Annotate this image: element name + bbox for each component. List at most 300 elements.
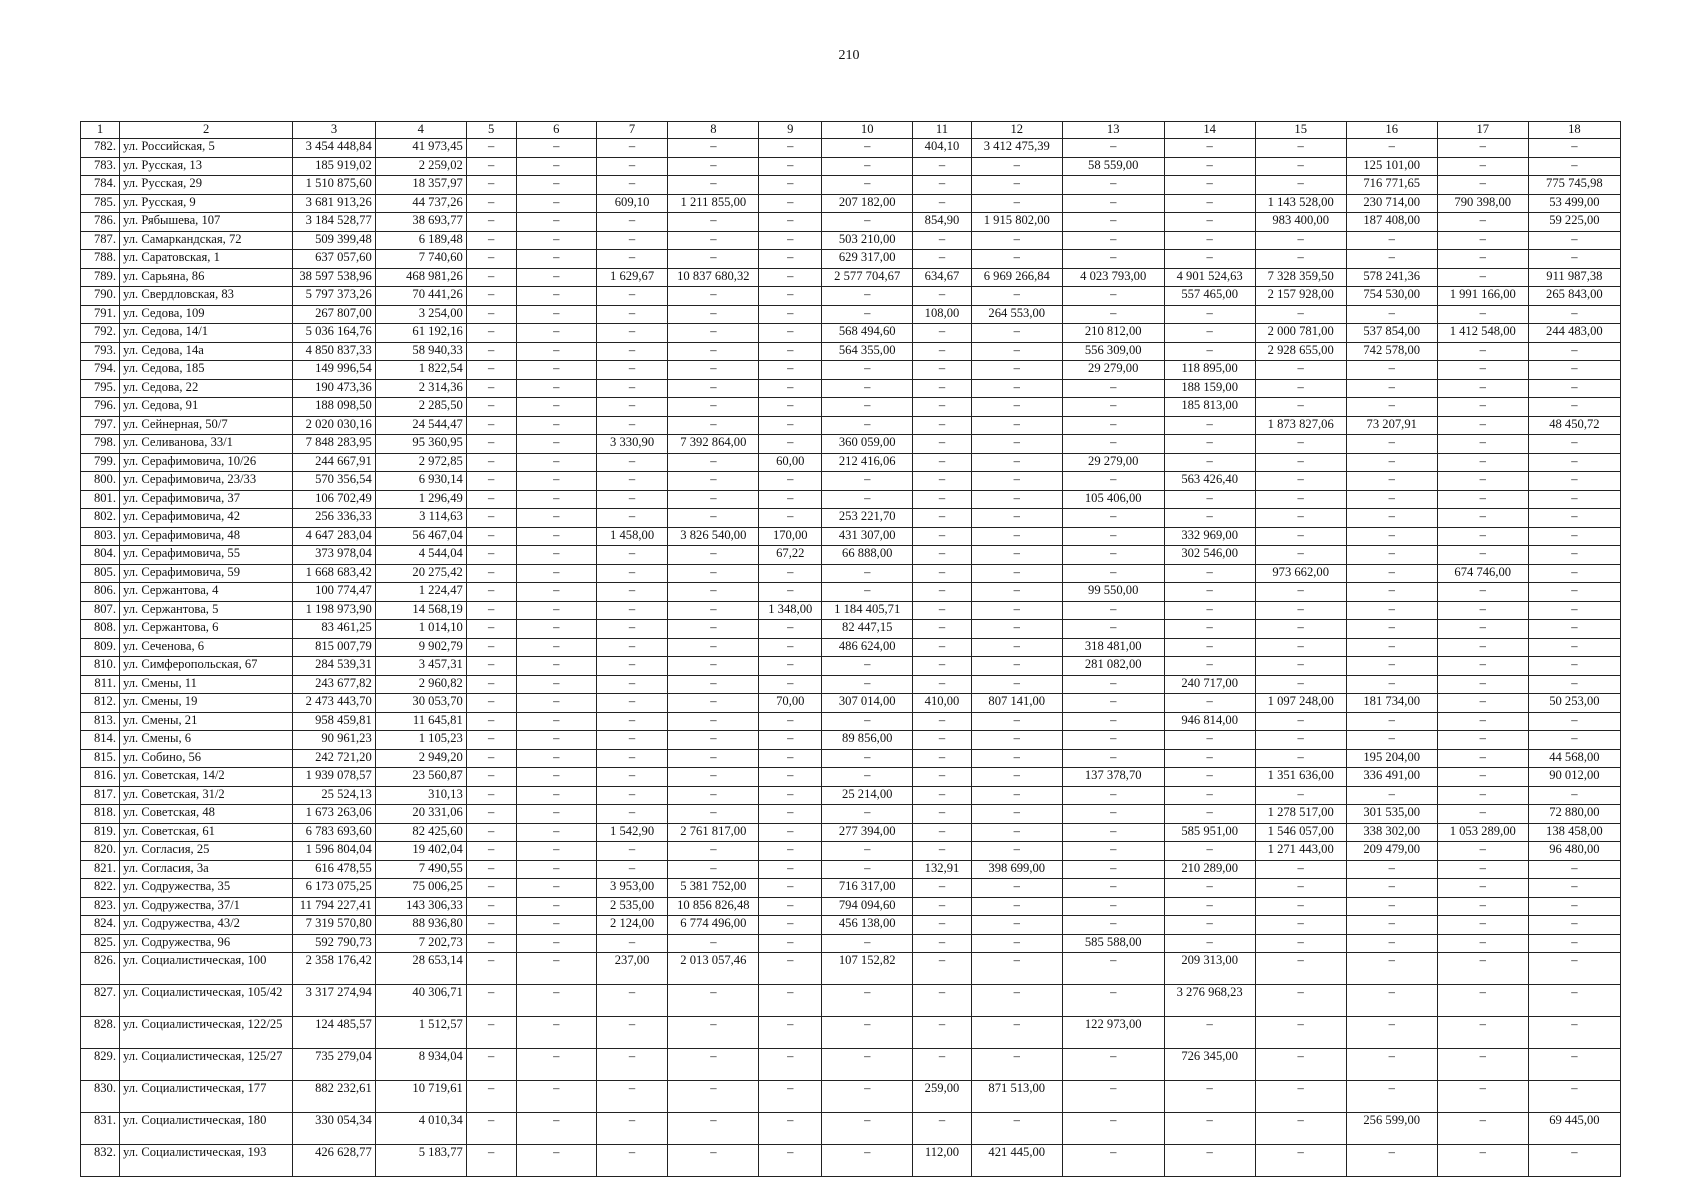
value-cell: – — [913, 564, 972, 583]
value-cell: – — [668, 546, 759, 565]
table-row — [81, 694, 1621, 713]
value-cell: – — [1437, 638, 1528, 657]
value-cell: – — [1437, 416, 1528, 435]
address-cell: ул. Серафимовича, 37 — [120, 490, 293, 509]
amount-cell: 100 774,47 — [293, 583, 375, 602]
amount-cell: 1 198 973,90 — [293, 601, 375, 620]
address-cell: ул. Саратовская, 1 — [120, 250, 293, 269]
value-cell: – — [971, 194, 1062, 213]
value-cell: – — [1437, 157, 1528, 176]
value-cell: – — [1437, 879, 1528, 898]
value-cell: – — [759, 472, 822, 491]
value-cell: – — [1062, 416, 1164, 435]
address-cell: ул. Содружества, 35 — [120, 879, 293, 898]
value-cell: – — [971, 453, 1062, 472]
value-cell: – — [1062, 823, 1164, 842]
amount-cell: 284 539,31 — [293, 657, 375, 676]
value-cell: 3 330,90 — [596, 435, 668, 454]
table-row — [81, 361, 1621, 380]
address-cell: ул. Советская, 31/2 — [120, 786, 293, 805]
value-cell: – — [1346, 361, 1437, 380]
table-body — [81, 139, 1621, 1177]
value-cell: – — [971, 176, 1062, 195]
value-cell: – — [971, 712, 1062, 731]
value-cell: – — [913, 620, 972, 639]
value-cell: – — [596, 546, 668, 565]
table-row — [81, 985, 1621, 1017]
value-cell: – — [466, 953, 516, 985]
value-cell: – — [971, 675, 1062, 694]
amount-cell: 30 053,70 — [375, 694, 466, 713]
amount-cell: 3 254,00 — [375, 305, 466, 324]
value-cell: – — [596, 712, 668, 731]
value-cell: – — [1255, 1145, 1346, 1177]
value-cell: – — [596, 176, 668, 195]
value-cell: – — [1437, 749, 1528, 768]
value-cell: 264 553,00 — [971, 305, 1062, 324]
table-row — [81, 823, 1621, 842]
value-cell: – — [822, 985, 913, 1017]
value-cell: – — [1255, 379, 1346, 398]
value-cell: 568 494,60 — [822, 324, 913, 343]
value-cell: 456 138,00 — [822, 916, 913, 935]
value-cell: – — [913, 749, 972, 768]
amount-cell: 188 098,50 — [293, 398, 375, 417]
value-cell: 2 928 655,00 — [1255, 342, 1346, 361]
value-cell: – — [466, 620, 516, 639]
value-cell: – — [913, 712, 972, 731]
value-cell: – — [516, 546, 596, 565]
address-cell: ул. Седова, 22 — [120, 379, 293, 398]
address-cell: ул. Сеченова, 6 — [120, 638, 293, 657]
value-cell: – — [1164, 657, 1255, 676]
value-cell: 60,00 — [759, 453, 822, 472]
table-row — [81, 305, 1621, 324]
value-cell: – — [913, 250, 972, 269]
value-cell: – — [1437, 842, 1528, 861]
amount-cell: 2 960,82 — [375, 675, 466, 694]
value-cell: 230 714,00 — [1346, 194, 1437, 213]
amount-cell: 23 560,87 — [375, 768, 466, 787]
value-cell: 794 094,60 — [822, 897, 913, 916]
value-cell: 108,00 — [913, 305, 972, 324]
amount-cell: 7 202,73 — [375, 934, 466, 953]
value-cell: – — [516, 916, 596, 935]
value-cell: 973 662,00 — [1255, 564, 1346, 583]
row-number: 790. — [81, 287, 120, 306]
amount-cell: 4 010,34 — [375, 1113, 466, 1145]
value-cell: – — [1528, 916, 1620, 935]
value-cell: – — [466, 897, 516, 916]
address-cell: ул. Рябышева, 107 — [120, 213, 293, 232]
value-cell: – — [668, 379, 759, 398]
amount-cell: 20 275,42 — [375, 564, 466, 583]
value-cell: 122 973,00 — [1062, 1017, 1164, 1049]
value-cell: 4 023 793,00 — [1062, 268, 1164, 287]
value-cell: – — [466, 509, 516, 528]
value-cell: – — [1437, 985, 1528, 1017]
value-cell: – — [596, 453, 668, 472]
value-cell: – — [466, 342, 516, 361]
address-cell: ул. Свердловская, 83 — [120, 287, 293, 306]
value-cell: – — [1062, 897, 1164, 916]
value-cell: – — [1528, 675, 1620, 694]
amount-cell: 2 285,50 — [375, 398, 466, 417]
value-cell: – — [668, 786, 759, 805]
value-cell: – — [466, 416, 516, 435]
value-cell: – — [1062, 379, 1164, 398]
value-cell: – — [1528, 897, 1620, 916]
value-cell: – — [1528, 398, 1620, 417]
value-cell: – — [971, 1113, 1062, 1145]
value-cell: – — [822, 805, 913, 824]
amount-cell: 243 677,82 — [293, 675, 375, 694]
value-cell: – — [466, 749, 516, 768]
amount-cell: 2 358 176,42 — [293, 953, 375, 985]
value-cell: – — [971, 287, 1062, 306]
row-number: 797. — [81, 416, 120, 435]
value-cell: – — [1255, 1113, 1346, 1145]
value-cell: – — [1437, 583, 1528, 602]
value-cell: – — [1528, 490, 1620, 509]
value-cell: – — [759, 231, 822, 250]
value-cell: – — [516, 675, 596, 694]
row-number: 806. — [81, 583, 120, 602]
value-cell: – — [971, 490, 1062, 509]
value-cell: – — [1062, 176, 1164, 195]
value-cell: – — [596, 231, 668, 250]
value-cell: – — [596, 509, 668, 528]
column-header-18: 18 — [1528, 122, 1620, 139]
value-cell: – — [971, 934, 1062, 953]
value-cell: 578 241,36 — [1346, 268, 1437, 287]
value-cell: – — [759, 805, 822, 824]
value-cell: – — [913, 509, 972, 528]
column-header-6: 6 — [516, 122, 596, 139]
value-cell: 195 204,00 — [1346, 749, 1437, 768]
amount-cell: 40 306,71 — [375, 985, 466, 1017]
row-number: 813. — [81, 712, 120, 731]
value-cell: 137 378,70 — [1062, 768, 1164, 787]
value-cell: – — [466, 601, 516, 620]
amount-cell: 9 902,79 — [375, 638, 466, 657]
table-row — [81, 139, 1621, 158]
value-cell: – — [466, 712, 516, 731]
value-cell: – — [668, 601, 759, 620]
value-cell: – — [1346, 509, 1437, 528]
value-cell: – — [466, 139, 516, 158]
address-cell: ул. Серафимовича, 55 — [120, 546, 293, 565]
amount-cell: 426 628,77 — [293, 1145, 375, 1177]
value-cell: 237,00 — [596, 953, 668, 985]
amount-cell: 958 459,81 — [293, 712, 375, 731]
value-cell: 170,00 — [759, 527, 822, 546]
amount-cell: 11 794 227,41 — [293, 897, 375, 916]
amount-cell: 242 721,20 — [293, 749, 375, 768]
value-cell: – — [971, 842, 1062, 861]
value-cell: – — [1062, 546, 1164, 565]
amount-cell: 1 939 078,57 — [293, 768, 375, 787]
value-cell: – — [759, 509, 822, 528]
value-cell: – — [971, 805, 1062, 824]
value-cell: – — [1164, 305, 1255, 324]
value-cell: 7 392 864,00 — [668, 435, 759, 454]
amount-cell: 2 949,20 — [375, 749, 466, 768]
value-cell: – — [913, 985, 972, 1017]
amount-cell: 90 961,23 — [293, 731, 375, 750]
value-cell: – — [759, 985, 822, 1017]
row-number: 811. — [81, 675, 120, 694]
value-cell: – — [1528, 1081, 1620, 1113]
value-cell: – — [913, 361, 972, 380]
value-cell: – — [668, 805, 759, 824]
row-number: 822. — [81, 879, 120, 898]
value-cell: – — [668, 842, 759, 861]
value-cell: – — [822, 157, 913, 176]
amount-cell: 61 192,16 — [375, 324, 466, 343]
amount-cell: 1 673 263,06 — [293, 805, 375, 824]
table-row — [81, 638, 1621, 657]
value-cell: – — [668, 361, 759, 380]
value-cell: – — [516, 213, 596, 232]
table-row — [81, 749, 1621, 768]
value-cell: – — [1062, 860, 1164, 879]
value-cell: – — [913, 786, 972, 805]
value-cell: 2 577 704,67 — [822, 268, 913, 287]
value-cell: – — [913, 324, 972, 343]
value-cell: – — [1255, 509, 1346, 528]
value-cell: 96 480,00 — [1528, 842, 1620, 861]
value-cell: – — [759, 213, 822, 232]
value-cell: – — [1346, 1145, 1437, 1177]
table-row — [81, 564, 1621, 583]
value-cell: – — [516, 749, 596, 768]
value-cell: – — [1346, 546, 1437, 565]
value-cell: – — [596, 1017, 668, 1049]
value-cell: – — [516, 194, 596, 213]
value-cell: – — [1164, 897, 1255, 916]
value-cell: – — [1062, 1145, 1164, 1177]
value-cell: – — [971, 916, 1062, 935]
value-cell: – — [1437, 453, 1528, 472]
value-cell: 185 813,00 — [1164, 398, 1255, 417]
value-cell: – — [1346, 712, 1437, 731]
value-cell: – — [516, 1081, 596, 1113]
value-cell: – — [596, 305, 668, 324]
amount-cell: 83 461,25 — [293, 620, 375, 639]
address-cell: ул. Седова, 14а — [120, 342, 293, 361]
value-cell: – — [596, 157, 668, 176]
amount-cell: 468 981,26 — [375, 268, 466, 287]
value-cell: – — [1062, 620, 1164, 639]
amount-cell: 7 740,60 — [375, 250, 466, 269]
address-cell: ул. Сержантова, 4 — [120, 583, 293, 602]
value-cell: 181 734,00 — [1346, 694, 1437, 713]
value-cell: – — [1437, 1049, 1528, 1081]
value-cell: – — [1437, 435, 1528, 454]
value-cell: 256 599,00 — [1346, 1113, 1437, 1145]
table-row — [81, 675, 1621, 694]
value-cell: – — [466, 213, 516, 232]
value-cell: – — [822, 1049, 913, 1081]
value-cell: – — [1437, 1081, 1528, 1113]
amount-cell: 373 978,04 — [293, 546, 375, 565]
amount-cell: 7 319 570,80 — [293, 916, 375, 935]
value-cell: – — [1528, 731, 1620, 750]
value-cell: – — [466, 1049, 516, 1081]
row-number: 819. — [81, 823, 120, 842]
value-cell: – — [1164, 231, 1255, 250]
value-cell: – — [516, 398, 596, 417]
value-cell: – — [668, 509, 759, 528]
value-cell: – — [1528, 435, 1620, 454]
value-cell: – — [668, 1113, 759, 1145]
value-cell: – — [1437, 601, 1528, 620]
value-cell: – — [913, 342, 972, 361]
value-cell: – — [971, 601, 1062, 620]
value-cell: – — [759, 712, 822, 731]
value-cell: – — [1437, 934, 1528, 953]
address-cell: ул. Смены, 19 — [120, 694, 293, 713]
value-cell: – — [596, 842, 668, 861]
table-row — [81, 657, 1621, 676]
amount-cell: 5 183,77 — [375, 1145, 466, 1177]
value-cell: – — [1164, 1081, 1255, 1113]
value-cell: – — [466, 305, 516, 324]
value-cell: – — [913, 472, 972, 491]
value-cell: – — [1255, 398, 1346, 417]
value-cell: – — [466, 1017, 516, 1049]
value-cell: – — [759, 768, 822, 787]
table-row — [81, 953, 1621, 985]
amount-cell: 6 783 693,60 — [293, 823, 375, 842]
table-row — [81, 509, 1621, 528]
amount-cell: 44 737,26 — [375, 194, 466, 213]
value-cell: – — [1164, 1017, 1255, 1049]
value-cell: 557 465,00 — [1164, 287, 1255, 306]
amount-cell: 24 544,47 — [375, 416, 466, 435]
address-cell: ул. Сейнерная, 50/7 — [120, 416, 293, 435]
value-cell: – — [822, 1145, 913, 1177]
value-cell: 537 854,00 — [1346, 324, 1437, 343]
value-cell: – — [1528, 601, 1620, 620]
value-cell: – — [759, 490, 822, 509]
value-cell: – — [1255, 953, 1346, 985]
value-cell: – — [668, 583, 759, 602]
value-cell: – — [759, 916, 822, 935]
value-cell: – — [668, 453, 759, 472]
value-cell: 132,91 — [913, 860, 972, 879]
column-header-17: 17 — [1437, 122, 1528, 139]
value-cell: 629 317,00 — [822, 250, 913, 269]
address-cell: ул. Самаркандская, 72 — [120, 231, 293, 250]
value-cell: – — [759, 324, 822, 343]
value-cell: – — [466, 934, 516, 953]
value-cell: – — [516, 527, 596, 546]
value-cell: – — [1255, 731, 1346, 750]
table-row — [81, 435, 1621, 454]
value-cell: – — [1062, 1113, 1164, 1145]
value-cell: – — [1437, 916, 1528, 935]
value-cell: – — [1437, 361, 1528, 380]
value-cell: – — [596, 342, 668, 361]
value-cell: – — [1255, 860, 1346, 879]
value-cell: – — [516, 176, 596, 195]
address-cell: ул. Социалистическая, 105/42 — [120, 985, 293, 1017]
table-row — [81, 786, 1621, 805]
address-cell: ул. Советская, 14/2 — [120, 768, 293, 787]
address-cell: ул. Социалистическая, 125/27 — [120, 1049, 293, 1081]
value-cell: – — [1437, 860, 1528, 879]
value-cell: – — [466, 638, 516, 657]
amount-cell: 5 797 373,26 — [293, 287, 375, 306]
value-cell: – — [1062, 675, 1164, 694]
value-cell: 6 969 266,84 — [971, 268, 1062, 287]
value-cell: – — [1255, 250, 1346, 269]
column-header-7: 7 — [596, 122, 668, 139]
value-cell: – — [1528, 1017, 1620, 1049]
address-cell: ул. Согласия, 25 — [120, 842, 293, 861]
value-cell: – — [1164, 749, 1255, 768]
value-cell: – — [913, 805, 972, 824]
value-cell: – — [913, 601, 972, 620]
table-row — [81, 176, 1621, 195]
value-cell: – — [1528, 879, 1620, 898]
value-cell: – — [1062, 509, 1164, 528]
table-row — [81, 768, 1621, 787]
value-cell: – — [1528, 620, 1620, 639]
value-cell: – — [1437, 379, 1528, 398]
value-cell: – — [971, 620, 1062, 639]
amount-cell: 190 473,36 — [293, 379, 375, 398]
amount-cell: 38 597 538,96 — [293, 268, 375, 287]
value-cell: – — [516, 694, 596, 713]
value-cell: – — [668, 324, 759, 343]
amount-cell: 1 822,54 — [375, 361, 466, 380]
value-cell: – — [596, 768, 668, 787]
value-cell: – — [516, 416, 596, 435]
value-cell: – — [971, 657, 1062, 676]
value-cell: – — [596, 749, 668, 768]
amount-cell: 20 331,06 — [375, 805, 466, 824]
value-cell: – — [466, 583, 516, 602]
value-cell: 4 901 524,63 — [1164, 268, 1255, 287]
value-cell: – — [1437, 805, 1528, 824]
value-cell: 259,00 — [913, 1081, 972, 1113]
value-cell: – — [1062, 398, 1164, 417]
value-cell: – — [913, 435, 972, 454]
address-cell: ул. Социалистическая, 122/25 — [120, 1017, 293, 1049]
value-cell: – — [1346, 583, 1437, 602]
value-cell: 2 157 928,00 — [1255, 287, 1346, 306]
value-cell: – — [516, 435, 596, 454]
column-header-12: 12 — [971, 122, 1062, 139]
value-cell: – — [1437, 250, 1528, 269]
address-cell: ул. Серафимовича, 59 — [120, 564, 293, 583]
value-cell: – — [822, 657, 913, 676]
value-cell: – — [466, 546, 516, 565]
value-cell: 50 253,00 — [1528, 694, 1620, 713]
value-cell: – — [822, 675, 913, 694]
value-cell: – — [759, 842, 822, 861]
amount-cell: 2 473 443,70 — [293, 694, 375, 713]
value-cell: 53 499,00 — [1528, 194, 1620, 213]
value-cell: – — [1528, 546, 1620, 565]
value-cell: – — [759, 1145, 822, 1177]
value-cell: – — [1255, 657, 1346, 676]
value-cell: – — [516, 453, 596, 472]
value-cell: – — [1437, 620, 1528, 639]
